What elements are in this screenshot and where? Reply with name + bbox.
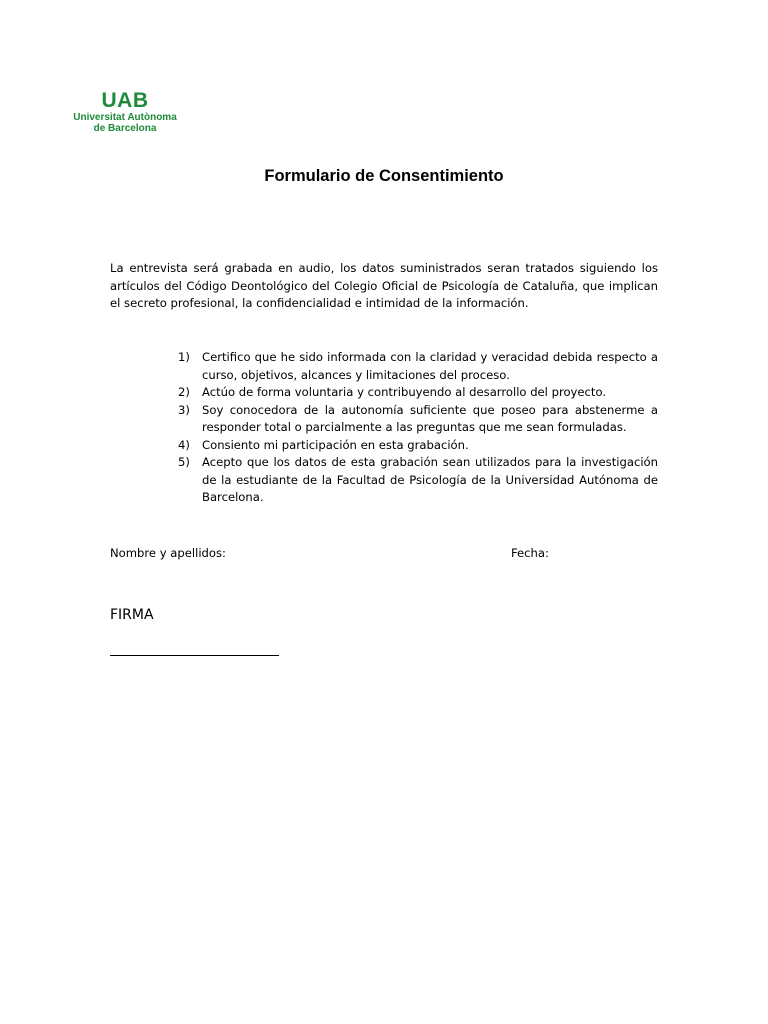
document-title: Formulario de Consentimiento (264, 167, 504, 185)
consent-item-5 (178, 454, 658, 507)
consent-item-1 (178, 349, 658, 384)
consent-item-number: 2) (178, 385, 190, 399)
intro-paragraph: La entrevista será grabada en audio, los datos suministrados seran tratados siguiendo los artículos del Código Deontológico del Colegio Oficial de Psicología de Cataluña, que implican el secreto profesional, la confidencialidad e intimidad de la información. (110, 261, 658, 310)
consent-item-text: Consiento mi participación en esta grabación. (202, 437, 469, 452)
consent-item-number: 3) (178, 402, 190, 417)
consent-item-2 (178, 384, 658, 402)
consent-item-text: Soy conocedora de la autonomía suficiente que poseo para abstenerme a responder total o parcialmente a las preguntas que me sean formuladas. (202, 402, 658, 434)
consent-item-number: 4) (178, 437, 190, 452)
logo-line-1: Universitat Autònoma (73, 112, 177, 123)
consent-item-number: 1) (178, 350, 190, 364)
name-field-label: Nombre y apellidos: (110, 546, 226, 560)
consent-item-text: Certifico que he sido informada con la claridad y veracidad debida respecto a curso, objetivos, alcances y limitaciones del proceso. (202, 350, 658, 382)
uab-logo (66, 90, 184, 134)
consent-item-4 (178, 437, 658, 455)
logo-line-2: de Barcelona (93, 123, 157, 134)
consent-item-text: Actúo de forma voluntaria y contribuyendo al desarrollo del proyecto. (202, 385, 607, 399)
date-field-label: Fecha: (511, 546, 549, 560)
logo-mark: UAB (101, 89, 149, 112)
consent-item-3 (178, 402, 658, 437)
consent-list (178, 349, 658, 507)
consent-item-text: Acepto que los datos de esta grabación sean utilizados para la investigación de la estudiante de la Facultad de Psicología de la Universidad Autónoma de Barcelona. (202, 455, 658, 504)
consent-item-number: 5) (178, 455, 190, 469)
signature-line (110, 655, 279, 656)
signature-label: FIRMA (110, 607, 154, 623)
